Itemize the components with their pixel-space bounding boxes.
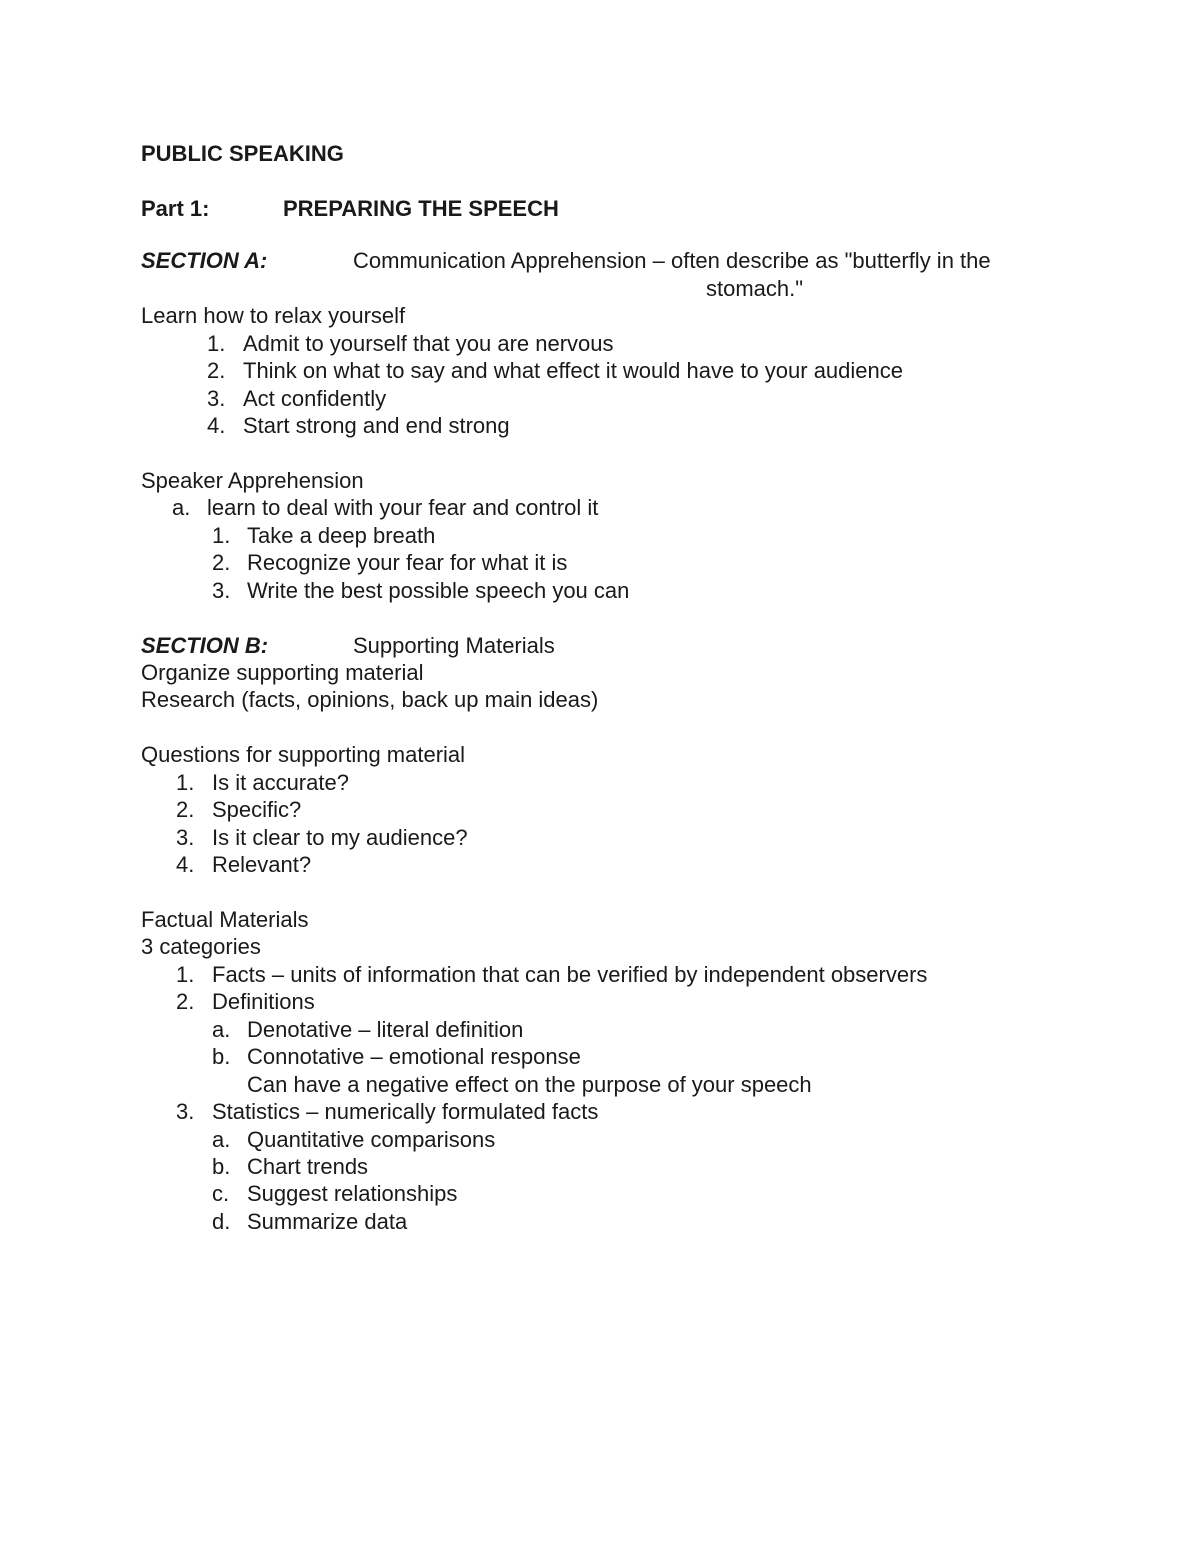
section-a-title-continued: stomach."	[706, 276, 804, 301]
list-number: 3.	[212, 578, 231, 603]
list-number: 2.	[176, 989, 195, 1014]
list-item: Is it clear to my audience?	[212, 825, 468, 850]
list-number: 1.	[176, 962, 195, 987]
list-letter: a.	[212, 1127, 231, 1152]
list-item: Quantitative comparisons	[247, 1127, 496, 1152]
factual-heading: Factual Materials	[141, 907, 309, 932]
body-line: Organize supporting material	[141, 660, 424, 685]
list-item: Recognize your fear for what it is	[247, 550, 568, 575]
list-letter: a.	[172, 495, 191, 520]
list-item: Write the best possible speech you can	[247, 578, 630, 603]
document-title: PUBLIC SPEAKING	[141, 141, 344, 166]
list-item: Specific?	[212, 797, 302, 822]
relax-heading: Learn how to relax yourself	[141, 303, 406, 328]
list-number: 1.	[207, 331, 226, 356]
list-number: 4.	[176, 852, 195, 877]
list-item: Definitions	[212, 989, 315, 1014]
part-label: Part 1:	[141, 196, 210, 221]
section-a-title: Communication Apprehension – often describe as "butterfly in the	[353, 248, 991, 273]
list-item: Take a deep breath	[247, 523, 436, 548]
list-item: Suggest relationships	[247, 1181, 458, 1206]
list-number: 2.	[207, 358, 226, 383]
questions-heading: Questions for supporting material	[141, 742, 466, 767]
list-item: Denotative – literal definition	[247, 1017, 524, 1042]
list-item: Facts – units of information that can be verified by independent observers	[212, 962, 928, 987]
section-a-label: SECTION A:	[141, 248, 268, 273]
list-number: 1.	[212, 523, 231, 548]
list-letter: b.	[212, 1154, 231, 1179]
section-b-label: SECTION B:	[141, 633, 269, 658]
list-letter: b.	[212, 1044, 231, 1069]
list-item: Statistics – numerically formulated facts	[212, 1099, 599, 1124]
list-number: 3.	[176, 1099, 195, 1124]
list-item: Admit to yourself that you are nervous	[243, 331, 614, 356]
categories-heading: 3 categories	[141, 934, 261, 959]
list-item: Summarize data	[247, 1209, 408, 1234]
list-letter: a.	[212, 1017, 231, 1042]
list-item: Start strong and end strong	[243, 413, 510, 438]
part-heading: PREPARING THE SPEECH	[283, 196, 559, 221]
list-number: 3.	[176, 825, 195, 850]
list-item: Think on what to say and what effect it would have to your audience	[243, 358, 903, 383]
speaker-heading: Speaker Apprehension	[141, 468, 364, 493]
list-item: Connotative – emotional response	[247, 1044, 581, 1069]
list-number: 4.	[207, 413, 226, 438]
body-line: Research (facts, opinions, back up main ideas)	[141, 687, 599, 712]
list-number: 2.	[176, 797, 195, 822]
list-number: 2.	[212, 550, 231, 575]
list-item: Is it accurate?	[212, 770, 349, 795]
list-number: 1.	[176, 770, 195, 795]
list-item: Chart trends	[247, 1154, 369, 1179]
list-note: Can have a negative effect on the purpose of your speech	[247, 1072, 812, 1097]
list-item: Relevant?	[212, 852, 312, 877]
list-letter: c.	[212, 1181, 230, 1206]
section-b-title: Supporting Materials	[353, 633, 555, 658]
list-item: Act confidently	[243, 386, 387, 411]
list-letter: d.	[212, 1209, 231, 1234]
list-number: 3.	[207, 386, 226, 411]
list-item: learn to deal with your fear and control it	[207, 495, 599, 520]
